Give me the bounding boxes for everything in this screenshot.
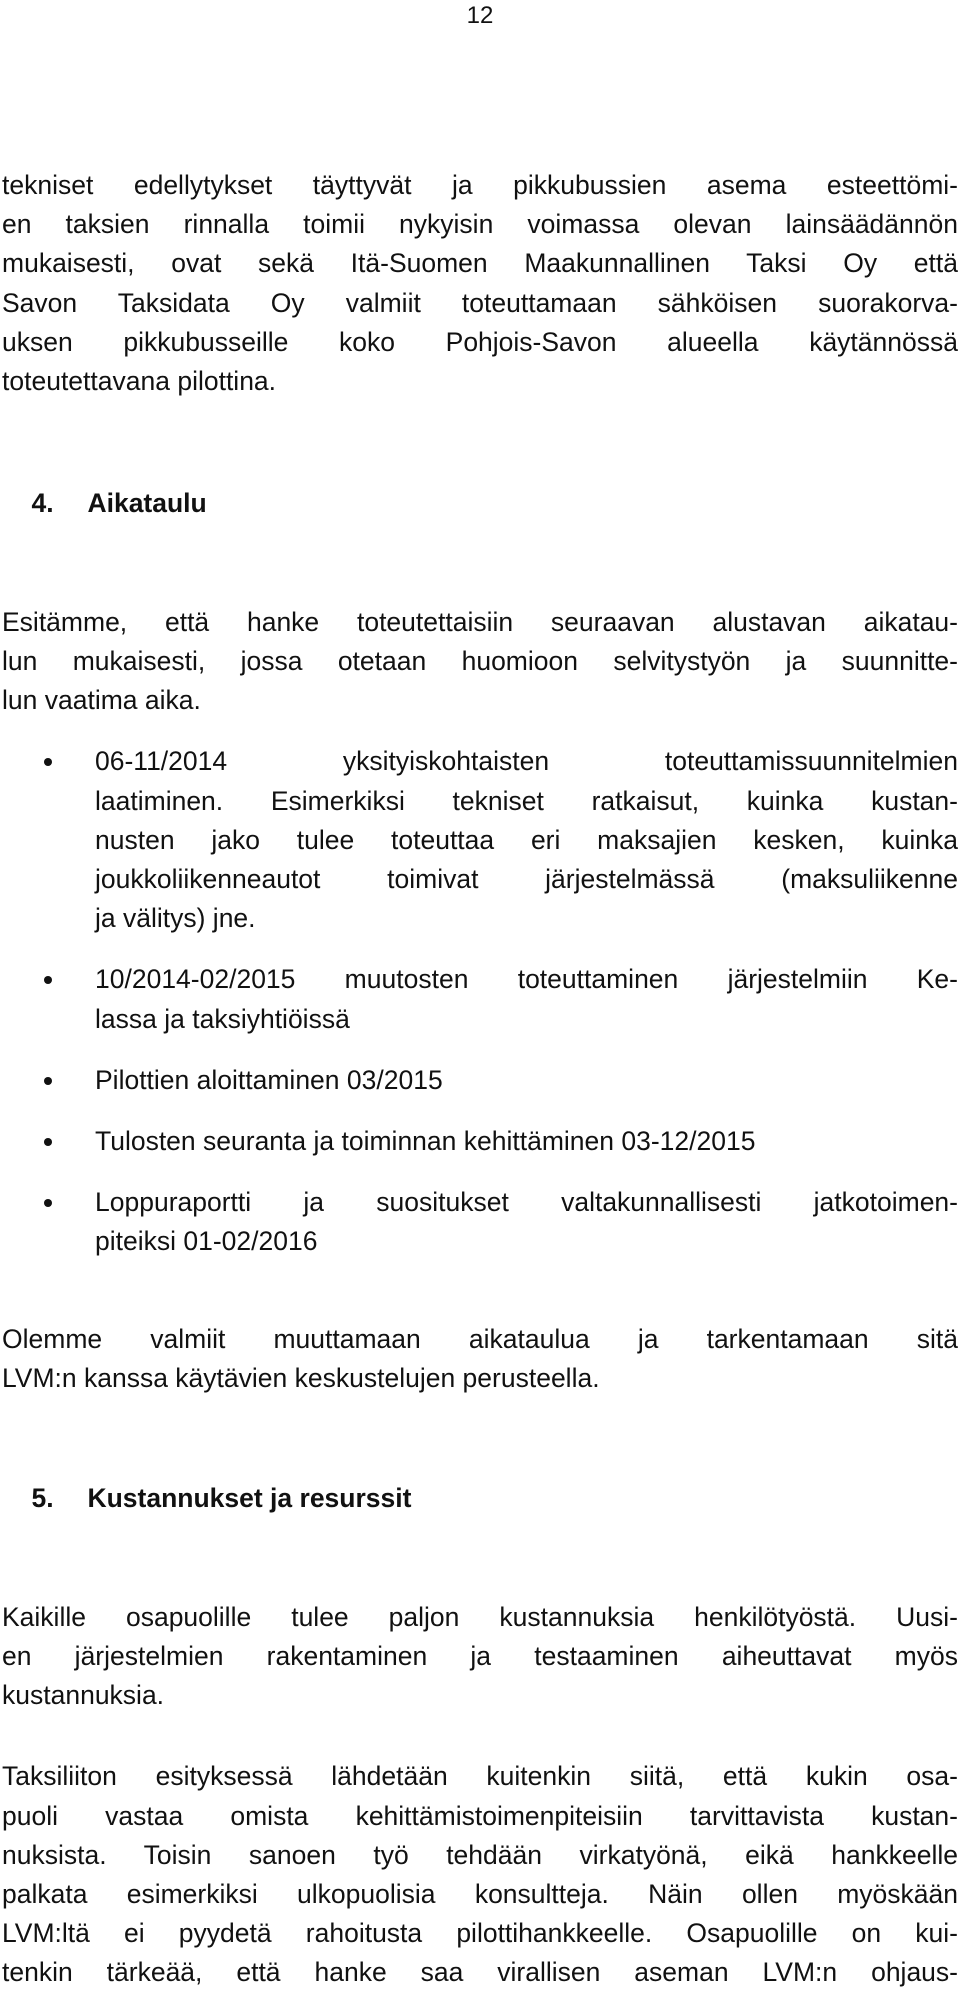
text-line: Loppuraportti ja suositukset valtakunnallisesti jatkotoimen- xyxy=(95,1187,958,1218)
text-line: nuksista. Toisin sanoen työ tehdään virkatyönä, eikä hankkeelle xyxy=(2,1839,958,1870)
list-item xyxy=(2,1183,958,1261)
section-title: Aikataulu xyxy=(87,488,207,519)
text-line: ja välitys) jne. xyxy=(95,903,256,934)
text-line: nusten jako tulee toteuttaa eri maksajien kesken, kuinka xyxy=(95,824,958,855)
text-line: piteiksi 01-02/2016 xyxy=(95,1226,318,1257)
text-line: en taksien rinnalla toimii nykyisin voimassa olevan lainsäädännön xyxy=(2,209,958,240)
section-number: 5. xyxy=(31,1483,54,1514)
text-line: toteutettavana pilottina. xyxy=(2,366,277,397)
schedule-list xyxy=(2,742,958,1261)
text-line: en järjestelmien rakentaminen ja testaaminen aiheuttavat myös xyxy=(2,1640,958,1671)
schedule-intro-paragraph xyxy=(2,603,958,721)
text-line: Tulosten seuranta ja toiminnan kehittäminen 03-12/2015 xyxy=(95,1126,756,1157)
text-line: Savon Taksidata Oy valmiit toteuttamaan sähköisen suorakorva- xyxy=(2,287,958,318)
list-item xyxy=(2,960,958,1038)
schedule-closing-paragraph xyxy=(2,1320,958,1398)
section-number: 4. xyxy=(31,488,54,519)
text-line: puoli vastaa omista kehittämistoimenpiteisiin tarvittavista kustan- xyxy=(2,1800,958,1831)
section-title: Kustannukset ja resurssit xyxy=(87,1483,412,1514)
text-line: Taksiliiton esityksessä lähdetään kuitenkin siitä, että kukin osa- xyxy=(2,1761,958,1792)
text-line: palkata esimerkiksi ulkopuolisia konsultteja. Näin ollen myöskään xyxy=(2,1878,958,1909)
list-item xyxy=(2,742,958,938)
text-line: tenkin tärkeää, että hanke saa virallisen aseman LVM:n ohjaus- xyxy=(2,1957,958,1988)
bullet-icon xyxy=(44,976,52,984)
text-line: lun vaatima aika. xyxy=(2,685,201,716)
bullet-icon xyxy=(44,758,52,766)
text-line: Pilottien aloittaminen 03/2015 xyxy=(95,1064,443,1095)
text-line: joukkoliikenneautot toimivat järjestelmässä (maksuliikenne xyxy=(95,864,958,895)
text-line: 10/2014-02/2015 muutosten toteuttaminen järjestelmiin Ke- xyxy=(95,964,958,995)
document-body xyxy=(2,166,958,1993)
text-line: Esitämme, että hanke toteutettaisiin seuraavan alustavan aikatau- xyxy=(2,606,958,637)
bullet-icon xyxy=(44,1077,52,1085)
text-line: Olemme valmiit muuttamaan aikataulua ja tarkentamaan sitä xyxy=(2,1323,958,1354)
text-line: uksen pikkubusseille koko Pohjois-Savon alueella käytännössä xyxy=(2,326,958,357)
text-line: LVM:n kanssa käytävien keskustelujen perusteella. xyxy=(2,1362,600,1393)
costs-paragraph-2 xyxy=(2,1757,958,1992)
text-line: tekniset edellytykset täyttyvät ja pikkubussien asema esteettömi- xyxy=(2,170,958,200)
section-5-heading xyxy=(2,1440,958,1558)
bullet-icon xyxy=(44,1138,52,1146)
costs-paragraph-1 xyxy=(2,1598,958,1716)
list-item xyxy=(2,1122,958,1161)
text-line: lun mukaisesti, jossa otetaan huomioon selvitystyön ja suunnitte- xyxy=(2,646,958,677)
text-line: 06-11/2014 yksityiskohtaisten toteuttamissuunnitelmien xyxy=(95,746,958,777)
list-item xyxy=(2,1061,958,1100)
section-4-heading xyxy=(2,445,958,563)
text-line: LVM:ltä ei pyydetä rahoitusta pilottihankkeelle. Osapuolille on kui- xyxy=(2,1918,958,1949)
page-number: 12 xyxy=(466,2,494,29)
text-line: lassa ja taksiyhtiöissä xyxy=(95,1003,350,1034)
text-line: laatiminen. Esimerkiksi tekniset ratkaisut, kuinka kustan- xyxy=(95,785,958,816)
text-line: kustannuksia. xyxy=(2,1680,165,1711)
intro-paragraph xyxy=(2,166,958,401)
text-line: Kaikille osapuolille tulee paljon kustannuksia henkilötyöstä. Uusi- xyxy=(2,1601,958,1632)
text-line: mukaisesti, ovat sekä Itä-Suomen Maakunnallinen Taksi Oy että xyxy=(2,248,958,279)
bullet-icon xyxy=(44,1199,52,1207)
